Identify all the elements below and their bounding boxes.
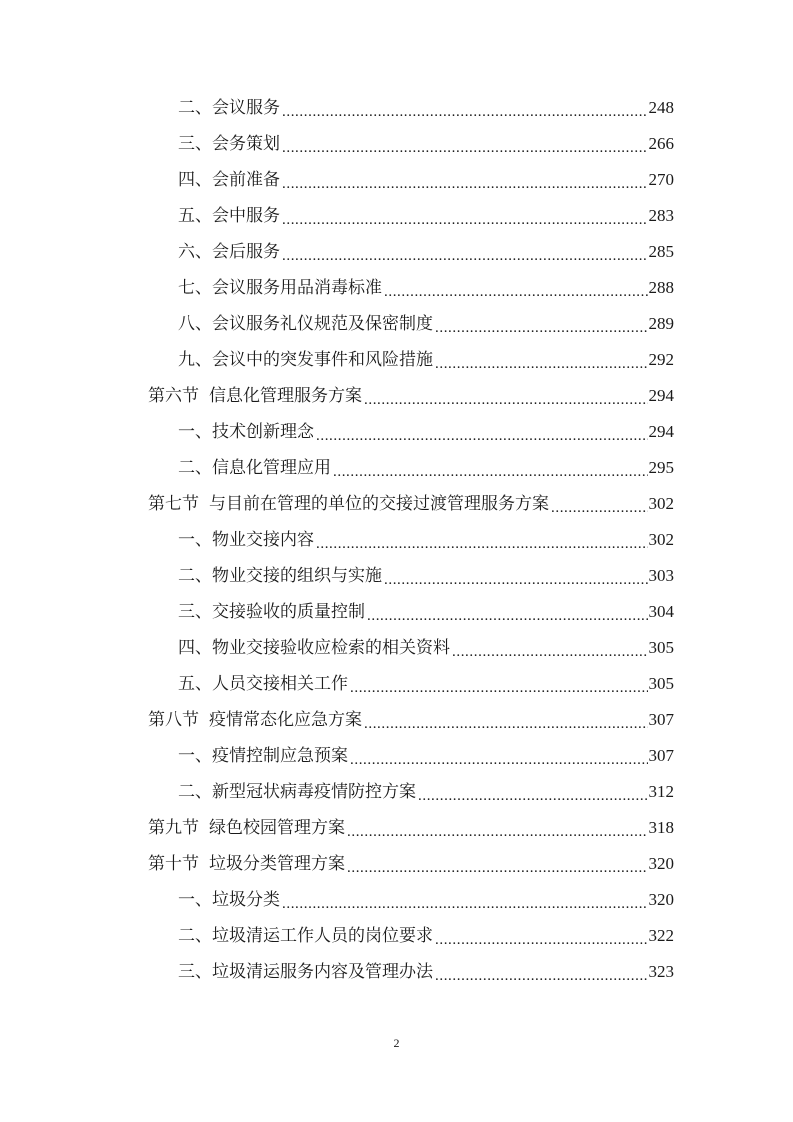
toc-entry[interactable] [178,306,674,342]
toc-section-number: 第六节 [148,386,199,406]
toc-dot-leader [282,198,648,234]
toc-entry-title [148,702,362,738]
toc-entry[interactable] [178,522,674,558]
toc-entry-title: 六、会后服务 [178,242,280,262]
toc-entry-page: 320 [648,890,674,909]
toc-dot-leader [347,846,648,882]
toc-dot-leader [282,882,648,918]
toc-dot-leader [551,486,648,522]
toc-section-label: 绿色校园管理方案 [209,818,345,838]
toc-section-number: 第七节 [148,494,199,514]
toc-entry-page: 302 [648,530,674,549]
toc-entry-page: 312 [648,782,674,801]
toc-dot-leader [316,414,648,450]
toc-entry-title: 二、新型冠状病毒疫情防控方案 [178,782,416,802]
toc-section-label: 与目前在管理的单位的交接过渡管理服务方案 [209,494,549,514]
toc-entry-page: 305 [648,638,674,657]
toc-dot-leader [282,162,648,198]
toc-dot-leader [435,342,648,378]
toc-entry[interactable] [178,234,674,270]
toc-entry-page: 303 [648,566,674,585]
toc-entry[interactable] [178,414,674,450]
toc-dot-leader [347,810,648,846]
toc-entry[interactable] [178,162,674,198]
toc-entry-title [148,486,549,522]
toc-entry-page: 270 [648,170,674,189]
toc-entry[interactable] [178,342,674,378]
toc-dot-leader [333,450,648,486]
toc-entry-page: 302 [648,494,674,513]
toc-entry-title: 四、会前准备 [178,170,280,190]
toc-entry-title: 二、会议服务 [178,98,280,118]
toc-dot-leader [435,954,648,990]
toc-entry-page: 305 [648,674,674,693]
toc-section-entry[interactable] [148,846,674,882]
toc-dot-leader [282,234,648,270]
toc-entry[interactable] [178,126,674,162]
toc-section-number: 第九节 [148,818,199,838]
toc-entry-page: 322 [648,926,674,945]
toc-entry-page: 288 [648,278,674,297]
toc-entry[interactable] [178,270,674,306]
toc-entry-title [148,378,362,414]
toc-entry[interactable] [178,558,674,594]
toc-entry-title [148,846,345,882]
toc-entry-title: 三、垃圾清运服务内容及管理办法 [178,962,433,982]
toc-entry-title: 一、技术创新理念 [178,422,314,442]
toc-entry-title: 三、交接验收的质量控制 [178,602,365,622]
toc-dot-leader [384,558,648,594]
toc-dot-leader [452,630,648,666]
toc-section-entry[interactable] [148,702,674,738]
toc-entry[interactable] [178,882,674,918]
toc-entry[interactable] [178,90,674,126]
toc-entry-title: 七、会议服务用品消毒标准 [178,278,382,298]
toc-dot-leader [384,270,648,306]
toc-entry-title: 三、会务策划 [178,134,280,154]
toc-entry-title: 二、物业交接的组织与实施 [178,566,382,586]
toc-dot-leader [367,594,648,630]
page-number: 2 [393,1036,400,1050]
toc-entry[interactable] [178,630,674,666]
toc-dot-leader [364,702,648,738]
toc-entry-page: 285 [648,242,674,261]
toc-entry-title: 一、疫情控制应急预案 [178,746,348,766]
toc-entry[interactable] [178,666,674,702]
toc-section-entry[interactable] [148,486,674,522]
toc-entry-page: 304 [648,602,674,621]
toc-dot-leader [350,666,648,702]
toc-entry-title: 五、会中服务 [178,206,280,226]
toc-dot-leader [282,90,648,126]
toc-entry-title: 二、信息化管理应用 [178,458,331,478]
toc-entry-page: 307 [648,710,674,729]
toc-section-number: 第十节 [148,854,199,874]
toc-dot-leader [282,126,648,162]
toc-entry[interactable] [178,774,674,810]
toc-dot-leader [435,918,648,954]
toc-entry-title: 九、会议中的突发事件和风险措施 [178,350,433,370]
toc-dot-leader [364,378,648,414]
toc-entry-page: 318 [648,818,674,837]
toc-entry-page: 294 [648,386,674,405]
toc-entry[interactable] [178,450,674,486]
toc-entry[interactable] [178,954,674,990]
toc-entry-page: 294 [648,422,674,441]
toc-entry[interactable] [178,738,674,774]
toc-dot-leader [316,522,648,558]
toc-entry-title: 八、会议服务礼仪规范及保密制度 [178,314,433,334]
toc-entry-page: 248 [648,98,674,117]
toc-dot-leader [418,774,648,810]
toc-entry-title: 一、物业交接内容 [178,530,314,550]
toc-entry-page: 307 [648,746,674,765]
toc-entry-page: 320 [648,854,674,873]
toc-entry-page: 289 [648,314,674,333]
toc-section-label: 疫情常态化应急方案 [209,710,362,730]
toc-entry-page: 292 [648,350,674,369]
toc-entry[interactable] [178,918,674,954]
toc-entry[interactable] [178,198,674,234]
toc-section-label: 垃圾分类管理方案 [209,854,345,874]
toc-entry-title: 一、垃圾分类 [178,890,280,910]
toc-entry-title: 五、人员交接相关工作 [178,674,348,694]
toc-dot-leader [350,738,648,774]
toc-section-number: 第八节 [148,710,199,730]
toc-dot-leader [435,306,648,342]
toc-entry-title [148,810,345,846]
toc-entry-title: 二、垃圾清运工作人员的岗位要求 [178,926,433,946]
toc-entry[interactable] [178,594,674,630]
toc-section-entry[interactable] [148,810,674,846]
toc-entry-page: 323 [648,962,674,981]
toc-entry-title: 四、物业交接验收应检索的相关资料 [178,638,450,658]
toc-entry-page: 266 [648,134,674,153]
toc-entry-page: 295 [648,458,674,477]
toc-section-entry[interactable] [148,378,674,414]
toc-section-label: 信息化管理服务方案 [209,386,362,406]
toc-entry-page: 283 [648,206,674,225]
